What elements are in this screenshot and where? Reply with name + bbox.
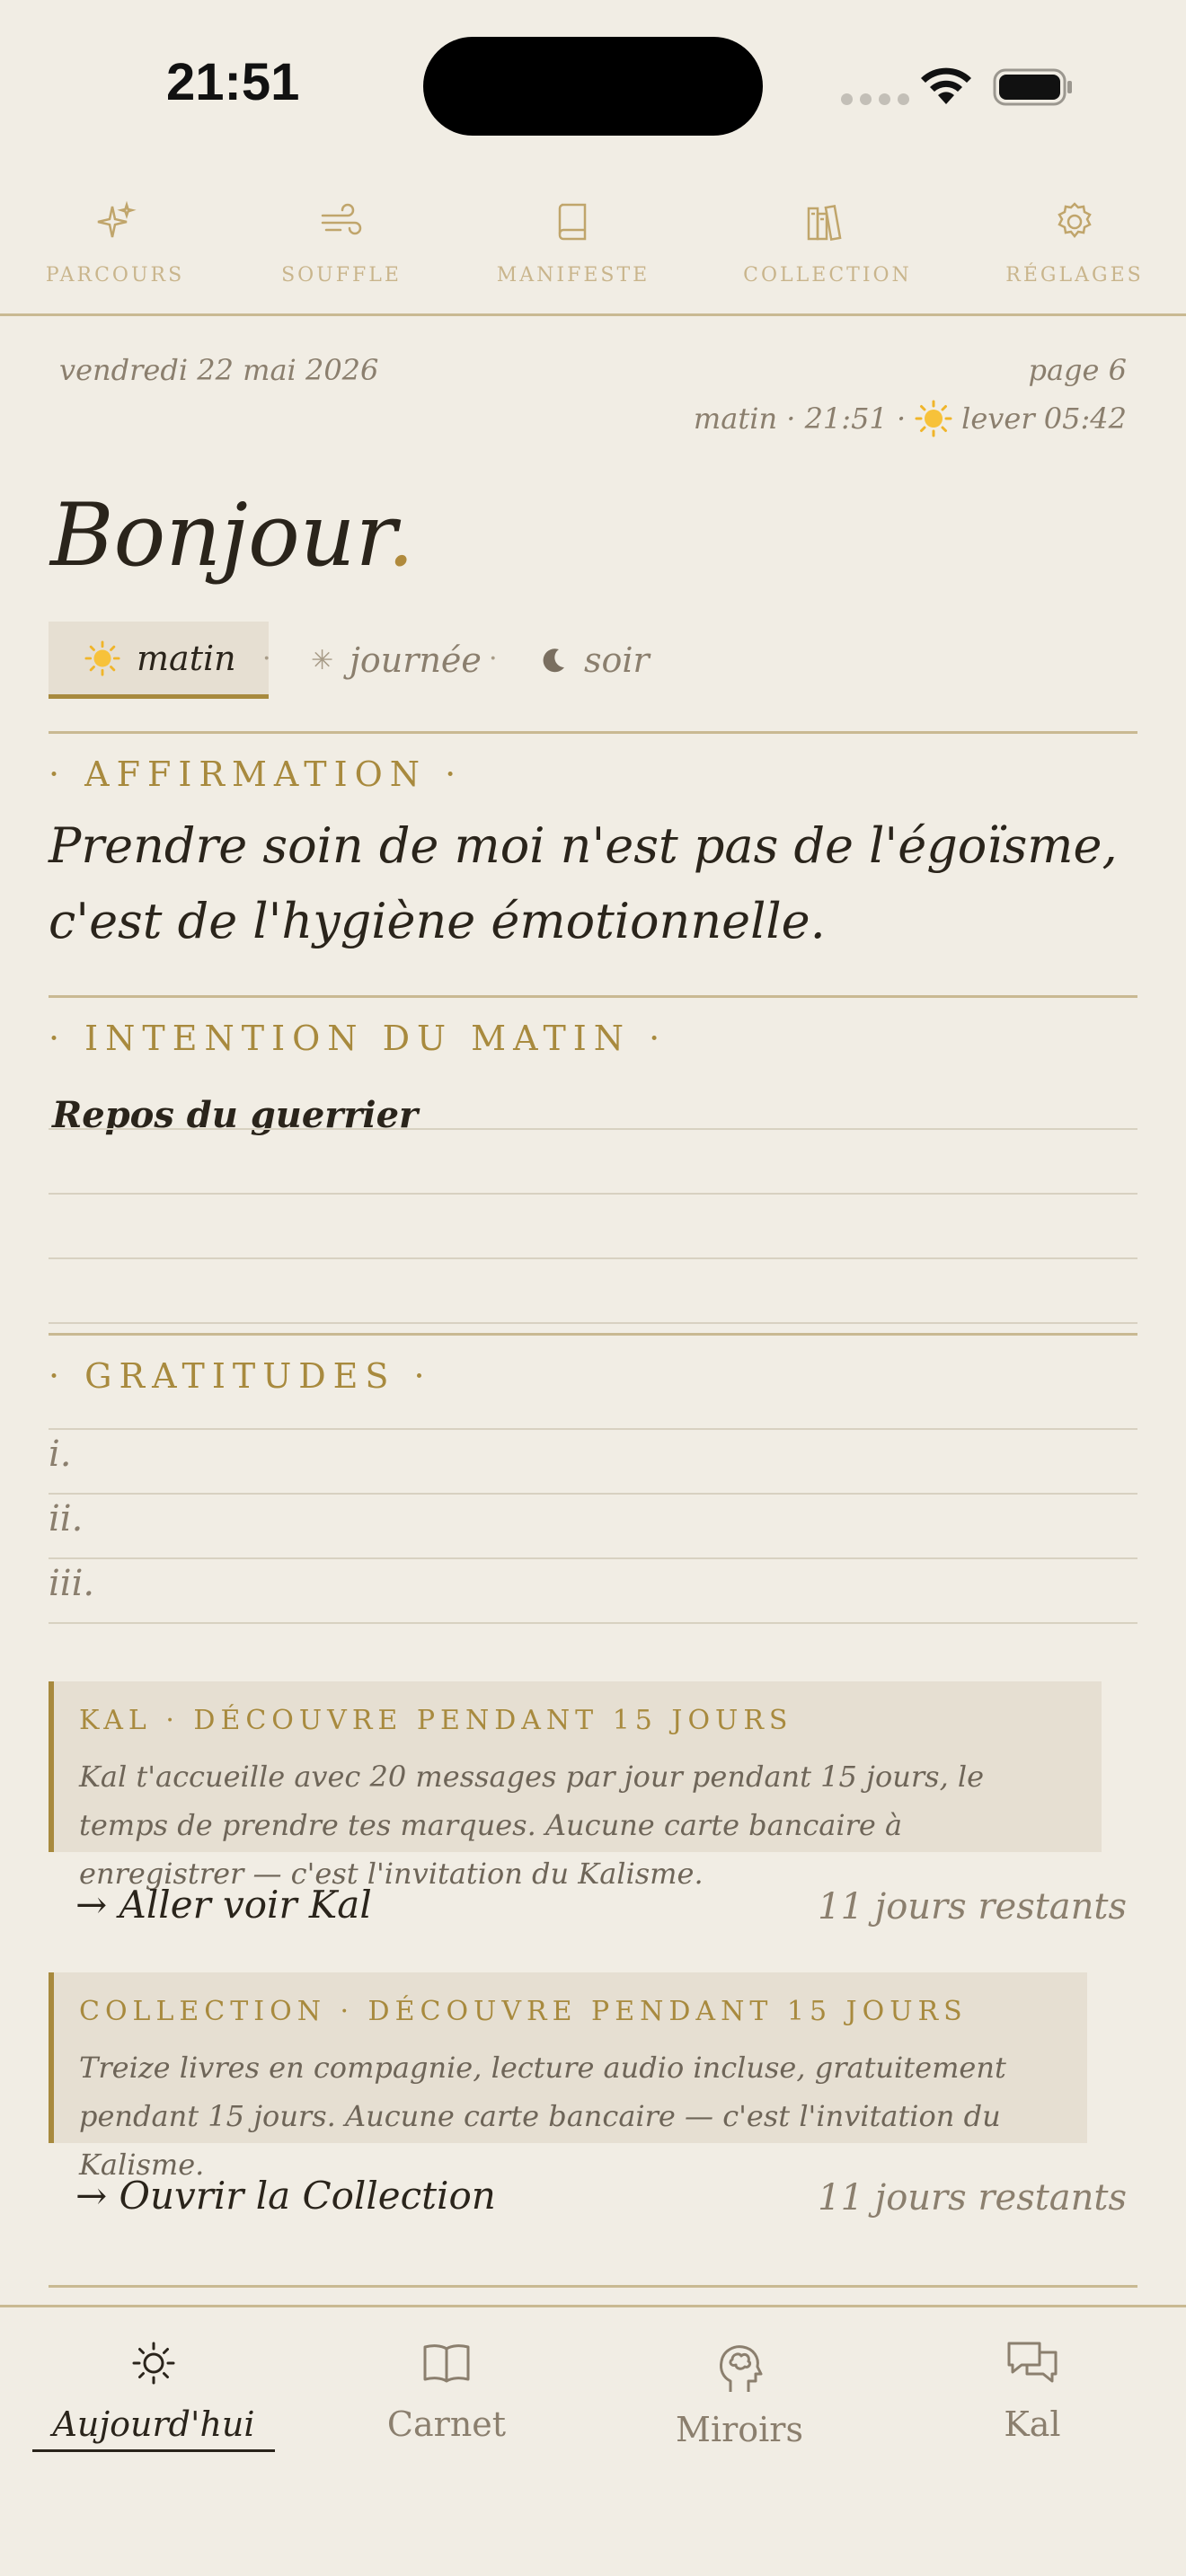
divider [49, 731, 1137, 734]
moment-time: matin · 21:51 · [693, 401, 907, 436]
days-remaining: 11 jours restants [818, 2177, 1127, 2219]
intention-title: · INTENTION DU MATIN · [49, 1019, 668, 1058]
moon-icon [539, 646, 568, 675]
top-nav-collection[interactable] [729, 199, 926, 287]
ruled-line [49, 1193, 1137, 1195]
days-remaining: 11 jours restants [818, 1886, 1127, 1928]
sun-icon [915, 400, 952, 437]
tab-carnet[interactable] [325, 2334, 568, 2444]
card-body: Kal t'accueille avec 20 messages par jour pendant 15 jours, le temps de prendre tes marques. Aucune carte bancaire à enregistrer — c'est l'invitation du Kalisme. [79, 1760, 985, 1891]
gratitude-item-1[interactable]: i. [49, 1434, 72, 1475]
sun-icon [125, 2334, 182, 2392]
card-title: COLLECTION · DÉCOUVRE PENDANT 15 JOURS [79, 1996, 968, 2027]
moment-tabs [49, 622, 1137, 701]
greeting-title [50, 485, 414, 586]
page-number: page 6 [1028, 353, 1127, 387]
book-icon [551, 199, 596, 244]
sun-icon [84, 640, 120, 676]
card-title: KAL · DÉCOUVRE PENDANT 15 JOURS [79, 1705, 793, 1736]
tab-journee[interactable] [311, 622, 482, 699]
sparkle-icon [93, 199, 137, 244]
active-tab-indicator [32, 2449, 275, 2452]
battery-icon [993, 66, 1074, 108]
gratitude-item-3[interactable]: iii. [49, 1563, 95, 1604]
top-nav-label: MANIFESTE [496, 264, 651, 287]
affirmation-title: · AFFIRMATION · [49, 754, 464, 794]
top-nav-label: COLLECTION [743, 264, 912, 287]
tab-separator: · [262, 643, 271, 675]
divider [49, 2285, 1137, 2288]
tab-matin[interactable] [49, 622, 269, 699]
tab-label: Miroirs [676, 2410, 803, 2449]
status-time: 21:51 [166, 53, 300, 111]
tab-label: journée [350, 640, 482, 680]
greeting-text: Bonjour [50, 485, 387, 586]
status-bar [0, 0, 1186, 171]
tab-separator: · [489, 643, 498, 675]
library-icon [805, 199, 850, 244]
top-nav-manifeste[interactable] [474, 199, 672, 287]
go-to-kal-link[interactable]: → Aller voir Kal [75, 1883, 372, 1927]
bottom-tab-bar [0, 2305, 1186, 2576]
divider [49, 995, 1137, 998]
collection-trial-card [49, 1972, 1087, 2182]
chat-bubbles-icon [1004, 2334, 1061, 2392]
current-date: vendredi 22 mai 2026 [59, 353, 379, 387]
top-nav-reglages[interactable] [976, 199, 1173, 287]
tab-kal[interactable] [911, 2334, 1154, 2444]
ruled-line [49, 1557, 1137, 1559]
gratitude-item-2[interactable]: ii. [49, 1498, 84, 1539]
open-book-icon [418, 2334, 475, 2392]
tab-label: Aujourd'hui [52, 2404, 255, 2444]
cellular-signal-icon [841, 93, 909, 105]
card-body: Treize livres en compagnie, lecture audio incluse, gratuitement pendant 15 jours. Aucune carte bancaire — c'est l'invitation du Kalisme. [79, 2051, 1006, 2182]
ruled-line [49, 1257, 1137, 1259]
tab-label: Carnet [386, 2404, 507, 2444]
tab-label: matin [137, 638, 236, 678]
intention-input[interactable]: Repos du guerrier [52, 1094, 419, 1136]
wifi-icon [918, 65, 974, 106]
ruled-line [49, 1322, 1137, 1324]
gratitudes-title: · GRATITUDES · [49, 1356, 432, 1396]
asterisk-icon: ✳ [311, 644, 334, 676]
tab-soir[interactable] [539, 622, 650, 699]
top-nav-label: RÉGLAGES [1005, 264, 1144, 287]
tab-aujourdhui[interactable] [32, 2334, 275, 2444]
dynamic-island [423, 37, 763, 136]
greeting-dot: . [386, 485, 415, 586]
top-nav-label: SOUFFLE [281, 264, 402, 287]
top-nav-parcours[interactable] [16, 199, 214, 287]
kal-trial-card [49, 1681, 1102, 1891]
top-navigation [0, 189, 1186, 316]
top-nav-label: PARCOURS [45, 264, 185, 287]
top-nav-souffle[interactable] [243, 199, 440, 287]
wind-icon [319, 199, 364, 244]
tab-miroirs[interactable] [618, 2340, 861, 2449]
tab-label: Kal [1004, 2404, 1061, 2444]
open-collection-link[interactable]: → Ouvrir la Collection [75, 2174, 496, 2218]
ruled-line [49, 1128, 1137, 1130]
ruled-line [49, 1622, 1137, 1624]
ruled-line [49, 1428, 1137, 1430]
moment-meta [694, 400, 1127, 437]
sunrise-time: lever 05:42 [961, 401, 1127, 436]
affirmation-text: Prendre soin de moi n'est pas de l'égoïsme, c'est de l'hygiène émotionnelle. [49, 817, 1118, 949]
tab-label: soir [584, 640, 650, 680]
head-brain-icon [711, 2340, 768, 2397]
gear-icon [1052, 199, 1097, 244]
divider [49, 1333, 1137, 1336]
ruled-line [49, 1493, 1137, 1495]
